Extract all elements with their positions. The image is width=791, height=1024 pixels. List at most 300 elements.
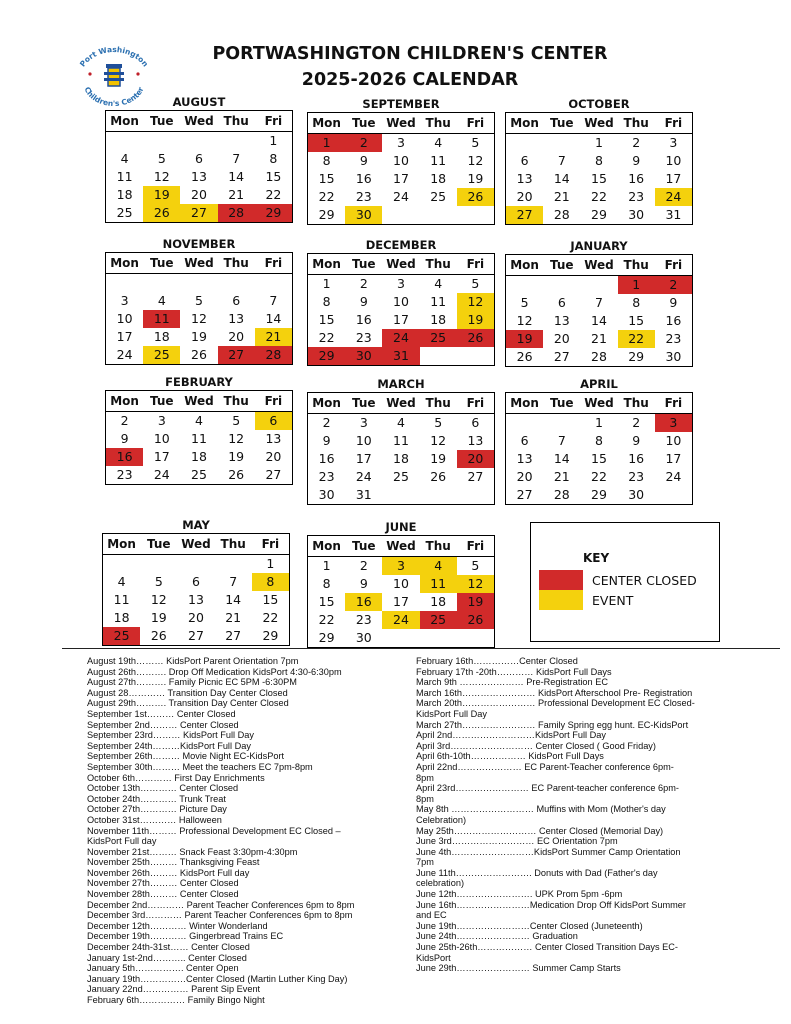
day-cell: 20 [228, 329, 245, 344]
day-cell: 26 [191, 347, 207, 362]
weekday-label: Mon [312, 396, 341, 410]
day-cell: 28 [553, 487, 570, 502]
day-cell: 27 [506, 206, 543, 224]
weekday-label: Wed [386, 257, 416, 271]
day-cell: 3 [157, 413, 166, 428]
day-cell: 21 [228, 187, 245, 202]
day-cell: 10 [665, 433, 682, 448]
weekday-label: Tue [352, 396, 376, 410]
day-cell: 18 [430, 171, 447, 186]
day-cell: 22 [318, 189, 335, 204]
event-line: April 22nd………………… EC Parent-Teacher conference 6pm- [416, 761, 674, 772]
day-cell: 1 [618, 276, 655, 294]
weekday-label: Wed [584, 258, 614, 272]
day-cell: 30 [345, 347, 382, 365]
event-line: December 19th………… Gingerbread Trains EC [87, 931, 284, 942]
month-table [105, 110, 293, 223]
day-cell: 27 [225, 628, 242, 643]
day-cell: 17 [393, 171, 409, 186]
weekday-label: Tue [352, 539, 376, 553]
month-name: APRIL [580, 377, 618, 391]
weekday-header [308, 393, 494, 414]
event-line: KidsPort Full Day [416, 708, 487, 719]
day-cell: 24 [655, 188, 692, 206]
event-line: October 31st………… Halloween [87, 814, 222, 825]
day-cell: 4 [434, 135, 443, 150]
day-cell [506, 414, 543, 432]
day-cell: 1 [322, 276, 331, 291]
svg-text:Children's Center: Children's Center [82, 85, 146, 109]
day-cell: 24 [393, 189, 409, 204]
day-cell: 27 [467, 469, 484, 484]
day-cell: 15 [591, 451, 607, 466]
day-cell: 24 [382, 611, 419, 629]
event-line: August 19th……… KidsPort Parent Orientation 7pm [87, 656, 299, 666]
day-cell: 24 [382, 329, 419, 347]
day-cell: 9 [359, 294, 368, 309]
day-cell: 25 [393, 469, 409, 484]
event-line: May 8th ……………………… Muffins with Mom (Mother's day [416, 804, 666, 815]
month-table [505, 392, 693, 505]
event-line: December 12th………… Winter Wonderland [87, 920, 268, 931]
weekday-label: Fri [664, 258, 683, 272]
day-cell [177, 555, 214, 573]
weekday-label: Tue [150, 394, 174, 408]
month-table [105, 252, 293, 365]
weekday-label: Thu [223, 114, 249, 128]
day-cell: 3 [359, 415, 368, 430]
day-cell: 18 [153, 329, 170, 344]
weekday-label: Mon [110, 394, 139, 408]
day-cell: 3 [382, 557, 419, 575]
event-line: September 30th……… Meet the teachers EC 7pm-8pm [87, 761, 313, 772]
day-cell [180, 274, 217, 292]
event-line: and EC [416, 910, 447, 921]
day-cell: 18 [113, 610, 130, 625]
day-cell: 1 [322, 558, 331, 573]
day-cell: 29 [318, 207, 335, 222]
day-cell: 26 [457, 611, 494, 629]
day-cell: 11 [113, 592, 130, 607]
day-cell: 23 [355, 612, 372, 627]
event-line: January 1st-2nd……….. Center Closed [87, 952, 247, 963]
day-cell: 10 [116, 311, 133, 326]
event-line: October 24th………… Trunk Treat [87, 793, 226, 804]
day-cell: 15 [318, 594, 335, 609]
day-cell: 29 [262, 628, 279, 643]
event-line: October 6th………… First Day Enrichments [87, 772, 265, 783]
day-cell: 1 [269, 133, 278, 148]
day-cell: 3 [397, 135, 405, 150]
day-cell: 10 [393, 294, 409, 309]
day-cell: 5 [471, 558, 480, 573]
day-cell: 29 [591, 207, 607, 222]
month-name: SEPTEMBER [362, 97, 440, 111]
weekday-label: Thu [425, 116, 451, 130]
day-cell: 13 [467, 433, 484, 448]
event-line: February 17th -20th………… KidsPort Full Days [416, 666, 612, 677]
event-line: June 16th……………………Medication Drop Off KidsPort Summer [416, 899, 686, 910]
event-line: March 27th…………………… Family Spring egg hunt. EC-KidsPort [416, 719, 689, 730]
day-cell: 12 [516, 313, 533, 328]
day-cell [457, 206, 494, 224]
weekday-label: Mon [107, 537, 136, 551]
day-grid [308, 275, 494, 365]
weekday-label: Wed [181, 537, 211, 551]
day-cell: 13 [188, 592, 204, 607]
events-list-right [416, 656, 716, 974]
day-cell: 7 [595, 295, 603, 310]
weekday-label: Tue [550, 116, 574, 130]
weekday-label: Mon [110, 114, 139, 128]
month-name: DECEMBER [365, 238, 437, 252]
day-cell: 18 [191, 449, 207, 464]
weekday-header [308, 254, 494, 275]
weekday-label: Thu [425, 396, 451, 410]
event-line: April 2nd………………………KidsPort Full Day [416, 730, 606, 741]
month-table [307, 392, 495, 505]
month-august [105, 95, 293, 223]
day-cell: 31 [665, 207, 682, 222]
day-cell: 12 [153, 169, 170, 184]
day-cell: 11 [430, 294, 447, 309]
events-list-left [87, 656, 387, 1006]
event-swatch [539, 590, 583, 610]
day-cell: 21 [225, 610, 242, 625]
day-cell: 26 [143, 204, 180, 222]
day-cell: 8 [595, 433, 603, 448]
day-cell: 2 [359, 558, 368, 573]
event-line: January 22nd…………… Parent Sip Event [87, 984, 261, 995]
event-line: October 27th………… Picture Day [87, 804, 227, 815]
day-cell: 8 [632, 295, 641, 310]
day-cell: 2 [345, 134, 382, 152]
day-cell: 20 [457, 450, 494, 468]
legend-key [530, 522, 720, 642]
day-cell: 5 [154, 574, 163, 589]
weekday-label: Mon [312, 257, 341, 271]
day-cell: 26 [430, 469, 447, 484]
month-table [307, 535, 495, 648]
event-line: April 3rd……………………… Center Closed ( Good Friday) [416, 740, 656, 751]
day-cell: 27 [188, 628, 204, 643]
day-cell: 9 [632, 433, 641, 448]
day-cell: 22 [591, 189, 607, 204]
event-line: September 24th………KidsPort Full Day [87, 740, 251, 751]
weekday-label: Fri [261, 537, 280, 551]
day-cell [218, 274, 255, 292]
day-cell: 18 [393, 451, 409, 466]
event-line: November 28th……… Center Closed [87, 889, 239, 900]
weekday-label: Wed [584, 116, 614, 130]
event-line: August 29th………. Transition Day Center Closed [87, 698, 289, 709]
day-grid [106, 132, 292, 222]
day-cell: 19 [150, 610, 167, 625]
weekday-label: Wed [386, 396, 416, 410]
event-line: February 16th……………Center Closed [416, 656, 578, 666]
day-cell: 19 [457, 311, 494, 329]
day-cell: 10 [153, 431, 170, 446]
day-cell: 17 [665, 451, 682, 466]
event-line: June 11th……………………. Donuts with Dad (Father's day [416, 867, 658, 878]
day-cell: 4 [157, 293, 166, 308]
day-cell: 9 [669, 295, 678, 310]
day-cell: 9 [359, 576, 368, 591]
weekday-label: Tue [550, 396, 574, 410]
weekday-label: Mon [510, 116, 539, 130]
weekday-label: Fri [466, 539, 485, 553]
day-cell: 13 [265, 431, 282, 446]
day-cell: 27 [265, 467, 282, 482]
month-january [505, 239, 693, 367]
event-label: EVENT [592, 592, 634, 608]
day-cell: 6 [520, 153, 529, 168]
weekday-label: Tue [550, 258, 574, 272]
day-cell: 23 [665, 331, 682, 346]
month-may [102, 518, 290, 646]
day-cell: 14 [591, 313, 607, 328]
event-line: December 3rd………… Parent Teacher Conferences 6pm to 8pm [87, 910, 353, 921]
event-line: March 16th…………………… KidsPort Afterschool Pre- Registration [416, 687, 693, 698]
day-cell: 6 [520, 433, 529, 448]
day-cell: 5 [195, 293, 203, 308]
day-cell: 8 [595, 153, 603, 168]
day-cell: 29 [318, 630, 335, 645]
weekday-label: Fri [466, 396, 485, 410]
month-table [307, 253, 495, 366]
day-cell: 9 [632, 153, 641, 168]
day-cell: 31 [355, 487, 372, 502]
day-cell: 23 [318, 469, 335, 484]
weekday-label: Fri [264, 114, 283, 128]
month-december [307, 238, 495, 366]
day-cell: 23 [355, 189, 372, 204]
day-cell: 13 [516, 171, 533, 186]
day-cell: 3 [669, 135, 678, 150]
day-cell: 16 [355, 312, 372, 327]
day-cell: 30 [318, 487, 335, 502]
day-cell: 29 [628, 349, 645, 364]
day-cell [106, 132, 143, 150]
day-cell: 15 [318, 171, 335, 186]
day-cell: 10 [665, 153, 682, 168]
day-cell: 25 [420, 611, 457, 629]
event-line: September 23rd……… KidsPort Full Day [87, 730, 254, 741]
event-line: December 24th-31st…… Center Closed [87, 942, 250, 953]
month-name: MARCH [377, 377, 425, 391]
day-cell [420, 347, 457, 365]
month-september [307, 97, 495, 225]
day-cell: 4 [420, 557, 457, 575]
day-cell: 14 [553, 451, 570, 466]
day-cell: 26 [457, 329, 494, 347]
day-grid [106, 412, 292, 484]
day-cell: 20 [188, 610, 204, 625]
day-cell: 30 [355, 630, 372, 645]
weekday-label: Tue [150, 256, 174, 270]
day-cell: 9 [120, 431, 129, 446]
event-line: KidsPort Full day [87, 836, 157, 847]
day-cell [506, 134, 543, 152]
month-table [505, 254, 693, 367]
day-cell: 2 [120, 413, 129, 428]
day-cell: 28 [218, 204, 255, 222]
event-line: March 20th…………………… Professional Development EC Closed- [416, 698, 695, 709]
day-cell: 24 [355, 469, 372, 484]
day-cell [506, 276, 543, 294]
event-line: June 3rd……………………… EC Orientation 7pm [416, 836, 618, 847]
weekday-label: Tue [147, 537, 171, 551]
day-cell: 18 [430, 312, 447, 327]
day-cell: 26 [228, 467, 245, 482]
day-cell: 12 [191, 311, 207, 326]
day-cell: 12 [467, 153, 484, 168]
weekday-label: Wed [386, 116, 416, 130]
month-name: NOVEMBER [162, 237, 236, 251]
month-february [105, 375, 293, 485]
day-cell: 18 [430, 594, 447, 609]
day-cell: 1 [595, 415, 603, 430]
event-line: KidsPort [416, 952, 451, 963]
weekday-label: Wed [184, 394, 214, 408]
day-cell: 22 [318, 330, 335, 345]
day-cell: 11 [143, 310, 180, 328]
event-line: September 2nd……… Center Closed [87, 719, 239, 730]
day-cell: 5 [471, 135, 480, 150]
event-line: September 1st……… Center Closed [87, 708, 236, 719]
event-line: 7pm [416, 857, 434, 868]
event-line: December 2nd………… Parent Teacher Conferences 6pm to 8pm [87, 899, 355, 910]
month-name: JANUARY [570, 239, 628, 253]
day-cell: 4 [434, 276, 443, 291]
day-cell [143, 132, 180, 150]
day-cell: 2 [655, 276, 692, 294]
day-cell: 24 [153, 467, 170, 482]
day-cell: 22 [262, 610, 279, 625]
day-cell: 13 [191, 169, 207, 184]
day-cell: 20 [265, 449, 282, 464]
weekday-header [103, 534, 289, 555]
event-line: November 27th……… Center Closed [87, 878, 239, 889]
day-cell: 3 [397, 276, 405, 291]
day-cell: 19 [143, 186, 180, 204]
weekday-label: Thu [223, 256, 249, 270]
day-cell: 2 [632, 135, 641, 150]
month-table [505, 112, 693, 225]
month-april [505, 377, 693, 505]
day-cell: 13 [516, 451, 533, 466]
day-cell: 1 [595, 135, 603, 150]
day-cell [420, 486, 457, 504]
day-cell: 25 [191, 467, 207, 482]
day-cell: 2 [632, 415, 641, 430]
day-cell: 13 [553, 313, 570, 328]
day-cell: 29 [308, 347, 345, 365]
event-line: August 26th………. Drop Off Medication KidsPort 4:30-6:30pm [87, 666, 342, 677]
day-cell: 24 [116, 347, 133, 362]
month-table [105, 390, 293, 485]
day-cell [255, 274, 292, 292]
weekday-header [106, 253, 292, 274]
day-cell: 21 [255, 328, 292, 346]
day-cell: 6 [255, 412, 292, 430]
day-cell: 7 [557, 153, 566, 168]
event-line: April 23rd…………………… EC Parent-teacher conference 6pm- [416, 783, 679, 794]
event-line: 8pm [416, 793, 434, 804]
event-line: November 26th……… KidsPort Full day [87, 867, 250, 878]
event-line: June 29th…………………… Summer Camp Starts [416, 963, 621, 974]
month-november [105, 237, 293, 365]
event-line: October 13th………… Center Closed [87, 783, 239, 794]
month-name: MAY [182, 518, 210, 532]
day-cell: 15 [318, 312, 335, 327]
event-line: June 19th……………………Center Closed (Juneteenth) [416, 920, 643, 931]
day-grid [506, 276, 692, 366]
day-cell [218, 132, 255, 150]
day-cell [543, 134, 580, 152]
month-table [102, 533, 290, 646]
weekday-label: Mon [510, 258, 539, 272]
event-line: November 21st……… Snack Feast 3:30pm-4:30pm [87, 846, 298, 857]
day-cell: 9 [359, 153, 368, 168]
weekday-label: Fri [664, 116, 683, 130]
day-cell: 28 [553, 207, 570, 222]
day-cell: 26 [457, 188, 494, 206]
day-cell: 26 [150, 628, 167, 643]
day-cell: 24 [665, 469, 682, 484]
weekday-label: Mon [312, 116, 341, 130]
event-line: June 12th……………………. UPK Prom 5pm -6pm [416, 889, 623, 900]
day-grid [106, 274, 292, 364]
day-cell: 2 [359, 276, 368, 291]
day-cell: 20 [516, 189, 533, 204]
day-cell [140, 555, 177, 573]
month-table [307, 112, 495, 225]
day-cell: 30 [665, 349, 682, 364]
day-cell: 9 [322, 433, 331, 448]
day-cell: 8 [252, 573, 289, 591]
day-cell [215, 555, 252, 573]
day-cell: 18 [116, 187, 133, 202]
day-cell: 6 [195, 151, 203, 166]
day-cell: 27 [553, 349, 570, 364]
day-cell: 22 [618, 330, 655, 348]
day-cell: 4 [120, 151, 129, 166]
event-line: June 25th-26th……………… Center Closed Transition Days EC- [416, 942, 678, 953]
day-grid [103, 555, 289, 645]
weekday-label: Wed [584, 396, 614, 410]
month-october [505, 97, 693, 225]
day-cell: 19 [228, 449, 245, 464]
day-cell: 30 [628, 207, 645, 222]
day-cell: 20 [516, 469, 533, 484]
day-cell: 17 [153, 449, 170, 464]
weekday-header [308, 113, 494, 134]
event-line: 8pm [416, 772, 434, 783]
day-cell: 17 [393, 312, 409, 327]
day-cell: 11 [430, 153, 447, 168]
day-cell: 25 [430, 189, 447, 204]
day-cell: 27 [218, 346, 255, 364]
day-cell: 6 [557, 295, 566, 310]
event-line: June 24th…………………… Graduation [416, 931, 578, 942]
day-cell [457, 347, 494, 365]
day-cell [543, 414, 580, 432]
day-cell: 19 [457, 593, 494, 611]
weekday-label: Thu [623, 396, 649, 410]
month-name: OCTOBER [568, 97, 630, 111]
weekday-header [506, 113, 692, 134]
